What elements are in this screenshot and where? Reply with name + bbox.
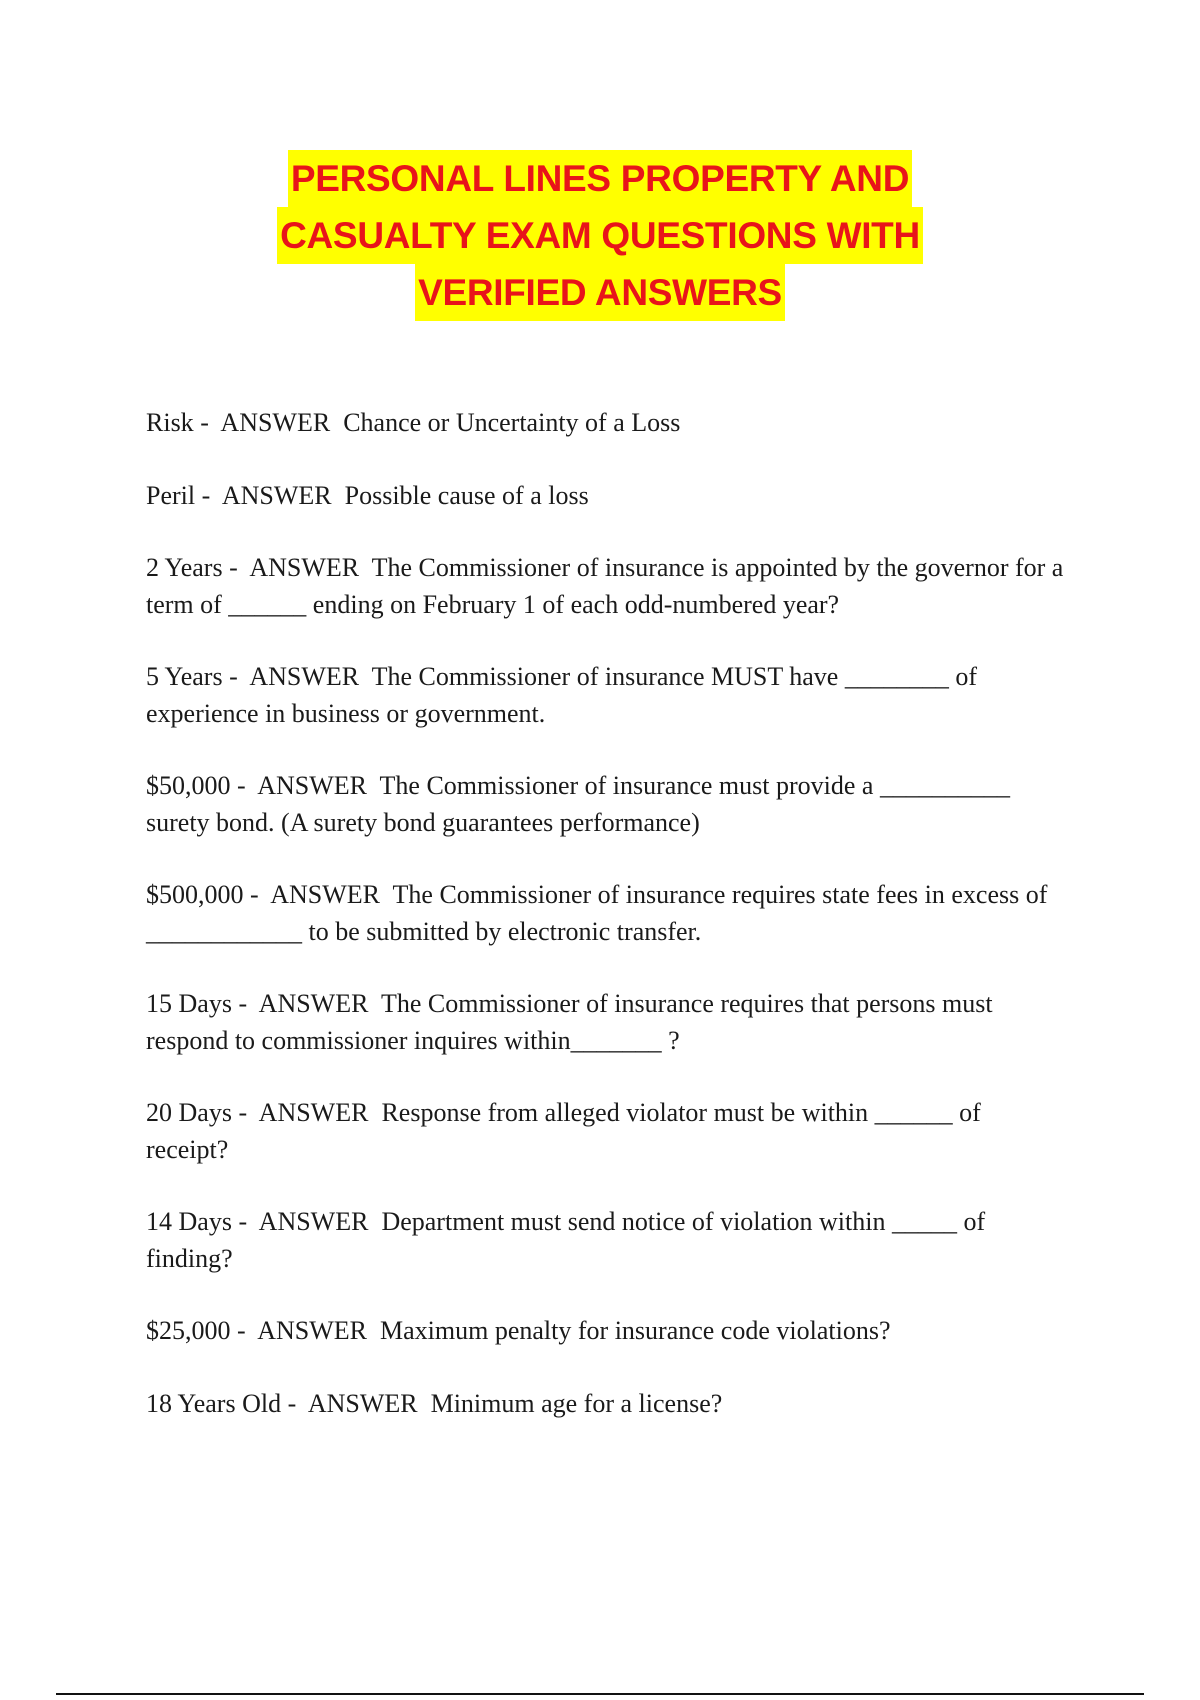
qa-term: $50,000 bbox=[146, 771, 231, 800]
qa-answer-text: Chance or Uncertainty of a Loss bbox=[343, 408, 681, 437]
footer-divider bbox=[56, 1693, 1144, 1695]
qa-term: Risk bbox=[146, 408, 194, 437]
qa-list bbox=[146, 405, 1066, 1458]
qa-term: 2 Years bbox=[146, 553, 223, 582]
qa-answer-label: ANSWER bbox=[258, 1207, 369, 1236]
qa-answer-label: ANSWER bbox=[249, 662, 360, 691]
title-line-3: VERIFIED ANSWERS bbox=[415, 264, 785, 321]
qa-term: 18 Years Old bbox=[146, 1388, 282, 1418]
qa-item: 14 Days - ANSWER Department must send notice of violation within _____ of finding? bbox=[146, 1207, 986, 1273]
qa-answer-label: ANSWER bbox=[220, 408, 331, 437]
qa-answer-label: ANSWER bbox=[257, 1316, 368, 1345]
qa-answer-text: The Commissioner of insurance requires that persons must respond to commissioner inquires within_______ ? bbox=[146, 989, 993, 1055]
qa-term: 14 Days bbox=[146, 1207, 232, 1236]
document-title bbox=[0, 150, 1200, 321]
qa-item: 5 Years - ANSWER The Commissioner of insurance MUST have ________ of experience in business or government. bbox=[146, 662, 978, 728]
qa-answer-text: The Commissioner of insurance MUST have ________ of experience in business or government. bbox=[146, 662, 978, 728]
qa-answer-label: ANSWER bbox=[270, 880, 381, 909]
qa-item: $50,000 - ANSWER The Commissioner of insurance must provide a __________ surety bond. (A surety bond guarantees performance) bbox=[146, 771, 1010, 837]
title-line-1: PERSONAL LINES PROPERTY AND bbox=[288, 150, 912, 207]
qa-item: 2 Years - ANSWER The Commissioner of insurance is appointed by the governor for a term of ______ ending on February 1 of each odd-numbered year? bbox=[146, 553, 1064, 619]
qa-answer-label: ANSWER bbox=[257, 771, 368, 800]
qa-term: Peril bbox=[146, 480, 196, 510]
title-line-2: CASUALTY EXAM QUESTIONS WITH bbox=[277, 207, 923, 264]
qa-item: 20 Days - ANSWER Response from alleged violator must be within ______ of receipt? bbox=[146, 1098, 981, 1164]
qa-answer-text: Department must send notice of violation within _____ of finding? bbox=[146, 1207, 986, 1273]
qa-answer-label: ANSWER bbox=[249, 553, 360, 582]
qa-item: $500,000 - ANSWER The Commissioner of insurance requires state fees in excess of ____________ to be submitted by electronic transfer. bbox=[146, 880, 1048, 946]
qa-answer-label: ANSWER bbox=[258, 1098, 369, 1127]
qa-term: 20 Days bbox=[146, 1098, 232, 1127]
qa-term: 5 Years bbox=[146, 662, 223, 691]
qa-item: Risk - ANSWER Chance or Uncertainty of a Loss bbox=[146, 408, 681, 437]
qa-answer-text: The Commissioner of insurance is appointed by the governor for a term of ______ ending on February 1 of each odd-numbered year? bbox=[146, 553, 1064, 619]
qa-answer-text: Maximum penalty for insurance code violations? bbox=[380, 1316, 891, 1345]
qa-answer-text: The Commissioner of insurance requires state fees in excess of ____________ to be submitted by electronic transfer. bbox=[146, 880, 1048, 946]
qa-answer-label: ANSWER bbox=[258, 989, 369, 1018]
qa-term: 15 Days bbox=[146, 989, 232, 1018]
qa-answer-text: Minimum age for a license? bbox=[430, 1388, 723, 1418]
qa-item: $25,000 - ANSWER Maximum penalty for insurance code violations? bbox=[146, 1316, 891, 1345]
qa-item: 15 Days - ANSWER The Commissioner of insurance requires that persons must respond to commissioner inquires within_______ ? bbox=[146, 989, 993, 1055]
qa-answer-label: ANSWER bbox=[307, 1388, 418, 1418]
qa-answer-text: The Commissioner of insurance must provide a __________ surety bond. (A surety bond guarantees performance) bbox=[146, 771, 1010, 837]
qa-term: $25,000 bbox=[146, 1316, 231, 1345]
qa-item: 18 Years Old - ANSWER Minimum age for a license? bbox=[146, 1388, 723, 1418]
qa-item: Peril - ANSWER Possible cause of a loss bbox=[146, 480, 589, 510]
qa-answer-label: ANSWER bbox=[221, 480, 332, 510]
qa-answer-text: Response from alleged violator must be within ______ of receipt? bbox=[146, 1098, 981, 1164]
qa-answer-text: Possible cause of a loss bbox=[344, 480, 589, 510]
qa-term: $500,000 bbox=[146, 880, 244, 909]
